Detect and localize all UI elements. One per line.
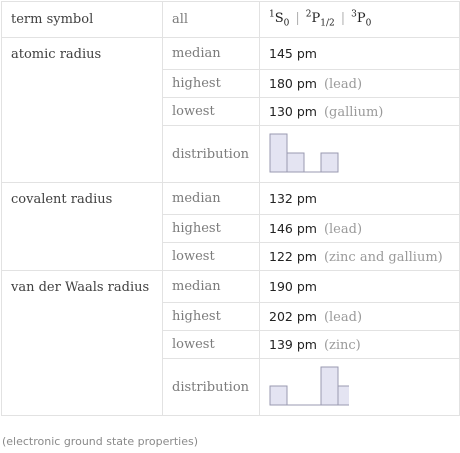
covalent-lowest-note: (zinc and gallium)	[323, 249, 443, 265]
covalent-highest-note: (lead)	[323, 221, 363, 237]
separator-2: |	[340, 11, 346, 27]
atomic-distribution-histogram	[269, 132, 349, 176]
symbol-1-sup: 1	[269, 10, 275, 21]
properties-table	[1, 1, 460, 416]
term-symbol-label: term symbol	[2, 2, 163, 38]
atomic-highest-value: 180 pm	[269, 75, 317, 91]
atomic-histogram-bar-2	[287, 153, 304, 172]
vdw-distribution-label: distribution	[163, 359, 260, 416]
atomic-lowest-note: (gallium)	[323, 104, 384, 120]
vdw-highest-value: 202 pm	[269, 308, 317, 324]
all-label: all	[163, 2, 260, 38]
symbol-2-sub: 1/2	[320, 18, 335, 29]
covalent-median-row	[2, 183, 460, 215]
vdw-median-value: 190 pm	[269, 278, 317, 294]
vdw-lowest-note: (zinc)	[323, 337, 361, 353]
vdw-lowest-label: lowest	[163, 331, 260, 359]
covalent-median-label: median	[163, 183, 260, 215]
symbol-2-sup: 2	[305, 10, 312, 21]
vdw-histogram-bar-5	[338, 386, 349, 405]
vdw-lowest-value: 139 pm	[269, 336, 317, 352]
atomic-histogram-bar-4	[321, 153, 338, 172]
atomic-median-row	[2, 38, 460, 70]
symbol-3-sub: 0	[365, 18, 372, 29]
header-row	[2, 2, 460, 38]
atomic-histogram-bar-1	[270, 134, 287, 172]
symbol-3-sup: 3	[351, 10, 357, 21]
vdw-median-label: median	[163, 271, 260, 303]
atomic-median-value: 145 pm	[269, 45, 317, 61]
atomic-lowest-value: 130 pm	[269, 103, 317, 119]
atomic-highest-note: (lead)	[323, 76, 363, 92]
atomic-lowest-label: lowest	[163, 98, 260, 126]
covalent-lowest-label: lowest	[163, 243, 260, 271]
symbol-1-base: S	[274, 11, 284, 27]
covalent-radius-label: covalent radius	[2, 183, 163, 271]
symbol-2-base: P	[311, 11, 321, 27]
vdw-histogram-bar-1	[270, 386, 287, 405]
atomic-distribution-label: distribution	[163, 126, 260, 183]
separator-1: |	[295, 11, 300, 27]
covalent-median-value: 132 pm	[269, 190, 317, 206]
vdw-highest-label: highest	[163, 303, 260, 331]
footer-note: (electronic ground state properties)	[2, 435, 199, 448]
atomic-radius-label: atomic radius	[2, 38, 163, 183]
atomic-highest-label: highest	[163, 70, 260, 98]
term-symbols-cell	[260, 2, 460, 38]
term-symbols	[269, 10, 372, 29]
symbol-3-base: P	[356, 11, 366, 27]
vdw-median-row	[2, 271, 460, 303]
atomic-median-label: median	[163, 38, 260, 70]
covalent-highest-value: 146 pm	[269, 220, 317, 236]
vdw-distribution-histogram	[269, 365, 349, 409]
vdw-radius-label: van der Waals radius	[2, 271, 163, 416]
vdw-highest-note: (lead)	[323, 309, 363, 325]
covalent-highest-label: highest	[163, 215, 260, 243]
covalent-lowest-value: 122 pm	[269, 248, 317, 264]
vdw-histogram-bar-4	[321, 367, 338, 405]
symbol-1-sub: 0	[283, 18, 290, 29]
